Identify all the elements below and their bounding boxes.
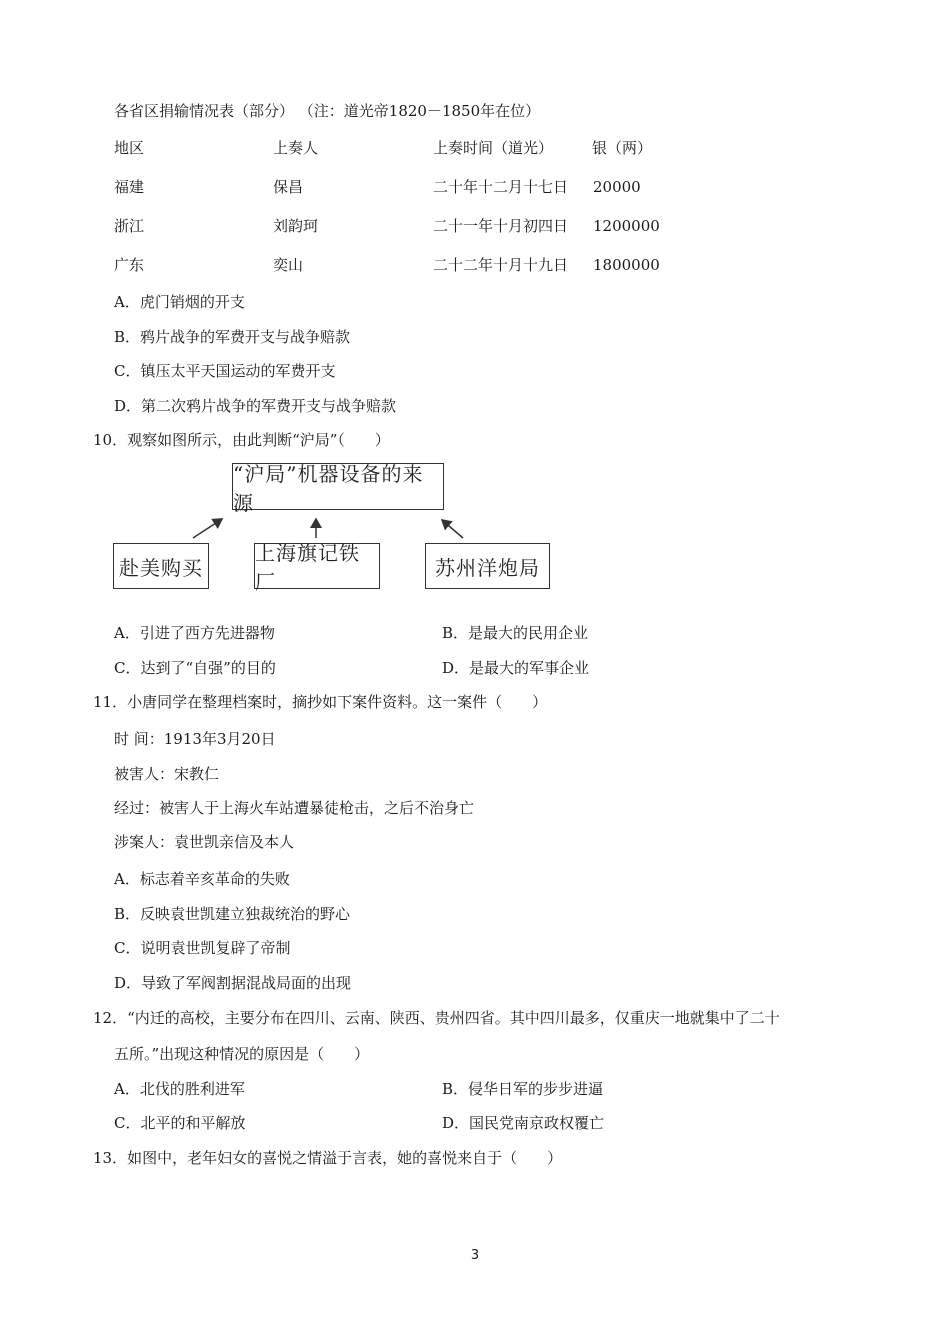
option-d: D．国民党南京政权覆亡 <box>442 1114 605 1132</box>
option-c: C．北平的和平解放 <box>114 1114 246 1132</box>
table-cell: 浙江 <box>114 217 145 235</box>
case-line: 时 间：1913年3月20日 <box>114 730 276 748</box>
case-line: 经过：被害人于上海火车站遭暴徒枪击，之后不治身亡 <box>114 799 475 817</box>
table-cell: 广东 <box>114 256 145 274</box>
option-b: B．是最大的民用企业 <box>442 624 589 642</box>
table-header-cell: 上奏人 <box>273 139 319 157</box>
diagram-source-box: 赴美购买 <box>113 543 209 589</box>
table-header-cell: 地区 <box>114 139 145 157</box>
question-12-stem: 12．“内迁的高校，主要分布在四川、云南、陕西、贵州四省。其中四川最多，仅重庆一地就集中了二十 <box>93 1009 780 1027</box>
table-cell: 保昌 <box>273 178 304 196</box>
table-title: 各省区捐输情况表（部分） （注：道光帝1820－1850年在位） <box>114 102 541 120</box>
option-d: D．第二次鸦片战争的军费开支与战争赔款 <box>114 397 397 415</box>
table-header-cell: 银（两） <box>592 139 653 157</box>
option-c: C．说明袁世凯复辟了帝制 <box>114 939 291 957</box>
case-line: 被害人：宋教仁 <box>114 765 220 783</box>
case-line: 涉案人：袁世凯亲信及本人 <box>114 833 295 851</box>
table-header-cell: 上奏时间（道光） <box>433 139 554 157</box>
option-b: B．反映袁世凯建立独裁统治的野心 <box>114 905 351 923</box>
option-a: A．北伐的胜利进军 <box>114 1080 245 1098</box>
question-11-stem: 11．小唐同学在整理档案时，摘抄如下案件资料。这一案件（ ） <box>93 693 548 711</box>
page-number: 3 <box>470 1248 480 1263</box>
table-cell: 二十年十二月十七日 <box>433 178 569 196</box>
table-cell: 二十二年十月十九日 <box>433 256 569 274</box>
table-cell: 二十一年十月初四日 <box>433 217 569 235</box>
diagram-source-box: 苏州洋炮局 <box>425 543 550 589</box>
table-cell: 福建 <box>114 178 145 196</box>
question-13-stem: 13．如图中，老年妇女的喜悦之情溢于言表，她的喜悦来自于（ ） <box>93 1149 563 1167</box>
table-cell: 1200000 <box>593 217 660 235</box>
diagram-top-box: “沪局”机器设备的来源 <box>232 463 444 510</box>
diagram-source-box: 上海旗记铁厂 <box>254 543 380 589</box>
arrow-line <box>193 519 222 538</box>
question-12-stem-cont: 五所。”出现这种情况的原因是（ ） <box>114 1045 370 1063</box>
table-cell: 20000 <box>593 178 641 196</box>
option-a: A．引进了西方先进器物 <box>114 624 275 642</box>
table-cell: 奕山 <box>273 256 304 274</box>
table-cell: 1800000 <box>593 256 660 274</box>
option-d: D．导致了军阀割据混战局面的出现 <box>114 974 352 992</box>
arrow-line <box>442 520 463 538</box>
option-a: A．标志着辛亥革命的失败 <box>114 870 290 888</box>
option-c: C．达到了“自强”的目的 <box>114 659 276 677</box>
option-a: A．虎门销烟的开支 <box>114 293 245 311</box>
question-10-stem: 10．观察如图所示，由此判断“沪局”（ ） <box>93 431 390 449</box>
option-b: B．侵华日军的步步进逼 <box>442 1080 604 1098</box>
option-c: C．镇压太平天国运动的军费开支 <box>114 362 336 380</box>
option-b: B．鸦片战争的军费开支与战争赔款 <box>114 328 351 346</box>
table-cell: 刘韵珂 <box>273 217 319 235</box>
option-d: D．是最大的军事企业 <box>442 659 590 677</box>
